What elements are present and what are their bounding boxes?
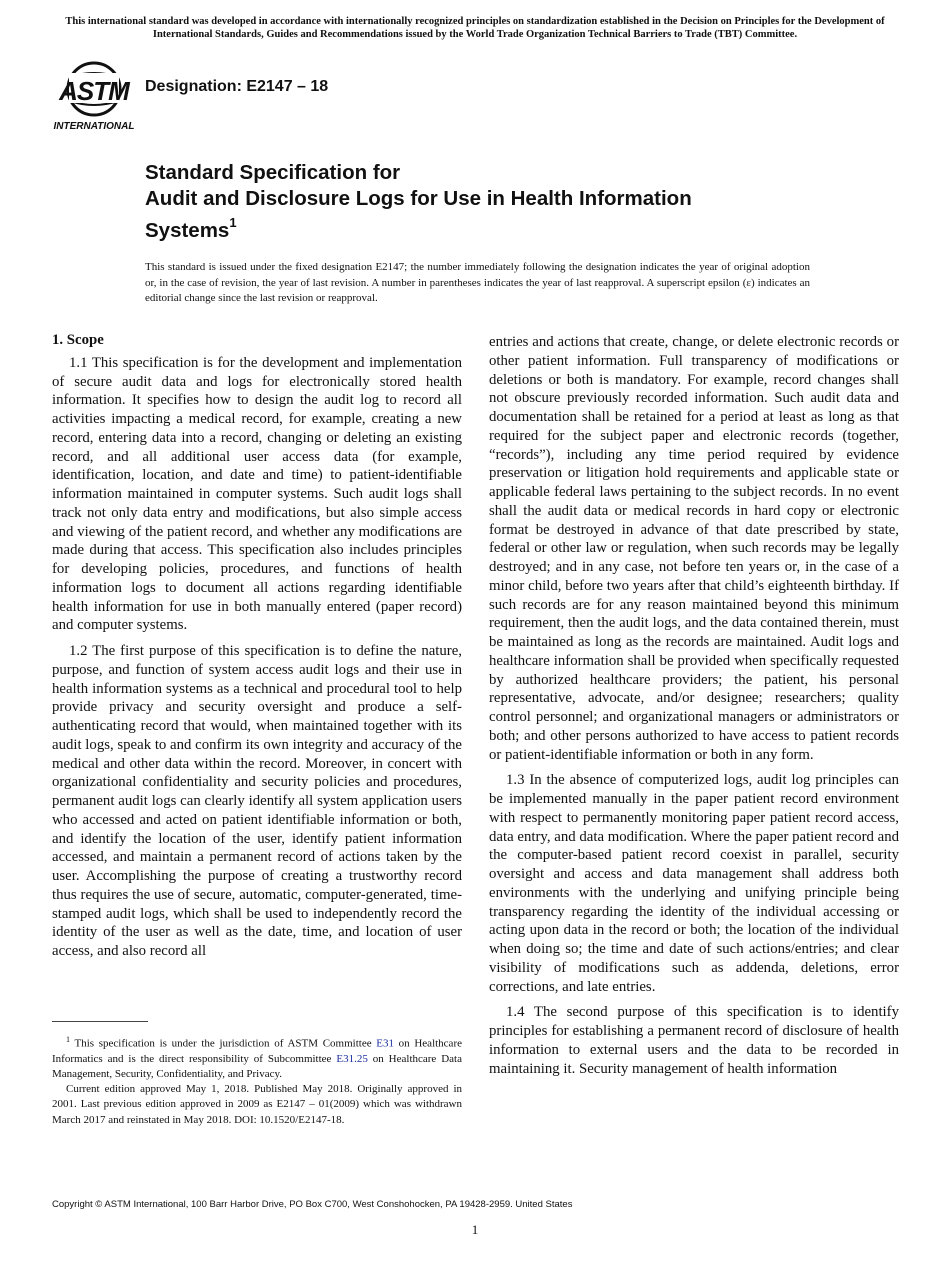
logo-wordmark: INTERNATIONAL <box>53 121 135 132</box>
title-line-1: Standard Specification for <box>145 161 401 184</box>
paragraph-1-2: 1.2 The first purpose of this specification is to define the nature, purpose, and function of system access audit logs and their use in health information systems as a technical and procedural tool to help provide privacy and security oversight and produce a self-authenticating record that would, when maintained together with its audit logs, speak to and confirm its own integrity and accuracy of the medical and other data within the record. Moreover, in concert with organizational confidentiality and security policies and procedures, permanent audit logs can clearly identify all system application users who accessed and acted on patient identifiable information or both, and identify the location of the user, identify patient information accessed, and maintain a permanent record of actions taken by the user. Accomplishing the purpose of creating a trustworthy record thus requires the use of secure, automatic, computer-generated, time-stamped audit logs, which shall be used to independently record the identity of the user as well as the date, time, and location of user access, and also record all <box>52 643 462 959</box>
document-title <box>145 160 865 244</box>
wto-notice: This international standard was developed in accordance with internationally recognized principles on standardization established in the Decision on Principles for the Development of International Standards, Guides and Recommendations issued by the World Trade Organization Technical Barriers to Trade (TBT) Committee. <box>65 16 885 40</box>
page-number: 1 <box>471 1222 479 1237</box>
title-line-3-text: Systems <box>145 218 230 242</box>
paragraph-1-3: 1.3 In the absence of computerized logs, audit log principles can be implemented manually in the paper patient record environment with respect to permanently monitoring paper patient record access, data entry, and data modification. Where the paper patient record and the computer-based patient record coexist in parallel, security oversight and access and data management shall address both environments with the underlying and unifying principle being transparency regarding the identity of the individual accessing or acting upon data in the record or both; the location of the individual when doing so; the time and date of such actions/entries; and clear visibility of modifications such as addenda, deletions, error corrections, and late entries. <box>489 772 899 995</box>
footnote-mark: 1 <box>66 1035 70 1044</box>
title-line-3 <box>145 212 865 244</box>
paragraph-1-2-continued: entries and actions that create, change, or delete electronic records or other patient information. Full transparency of modifications or deletions or both is mandatory. For example, record changes shall not obscure previously recorded information. Such audit data and documentation shall be retained for a period at least as long as that required for the subject paper and electronic records (together, “records”), including any time period required by evidence preservation or litigation hold requirements and applicable state or applicable federal laws pertaining to the subject records. In no event shall the audit data or medical records in hard copy or electronic format be destroyed in advance of that date prescribed by state, federal or other law or regulation, when such records may be legally destroyed; and in any case, not before ten years or, in the case of a minor child, before two years after that child’s eighteenth birthday. If such records are for any reason maintained beyond this minimum requirement, then the audit logs, and the data contained therein, must be maintained as long as the records are maintained. Audit logs and healthcare information shall be provided when specifically requested by authorized healthcare providers; the patient, his personal representative, advocate, and/or designee; researchers; quality control personnel; and organizational managers or administrators or both; and other persons authorized to have access to patient records or patient-identifiable information or both in any form. <box>489 334 899 763</box>
section-heading-scope: 1. Scope <box>52 332 104 348</box>
astm-logo <box>52 55 136 133</box>
paragraph-1-1: 1.1 This specification is for the development and implementation of secure audit data and logs for electronically stored health information. It specifies how to design the audit log to record all activities impacting a medical record, for example, creating a new record, entering data into a record, changing or deleting an existing record, and all additional user access data (for example, identification, location, and date and time) to patient-identifiable information maintained in computer systems. Such audit logs shall track not only data entry and modifications, but also simple access and viewing of the patient record, and whether any modifications are made during that access. This specification also includes principles for developing policies, procedures, and functions of health information logs to document all actions regarding identifiable health information for use in both manually entered (paper record) and computer systems. <box>52 354 462 634</box>
subcommittee-e31-25-link[interactable]: E31.25 <box>336 1052 368 1065</box>
title-line-2: Audit and Disclosure Logs for Use in Health Information <box>145 187 692 210</box>
designation: Designation: E2147 – 18 <box>145 78 329 95</box>
footnote-edition: Current edition approved May 1, 2018. Published May 2018. Originally approved in 2001. Last previous edition approved in 2009 as E2147 – 01(2009) which was withdrawn March 2017 and reinstated in May 2018. DOI: 10.1520/E2147-18. <box>52 1083 462 1126</box>
title-footnote-mark: 1 <box>229 215 237 230</box>
footnote-1-text-b: on Healthcare Informatics and is the direct responsibility of Subcommittee <box>52 1037 462 1065</box>
left-column <box>52 331 462 968</box>
footnote-1 <box>52 1032 462 1082</box>
footnote-1-text-c: on Healthcare Data Management, Security, Confidentiality, and Privacy. <box>52 1052 462 1081</box>
issue-note: This standard is issued under the fixed designation E2147; the number immediately following the designation indicates the year of original adoption or, in the case of revision, the year of last revision. A number in parentheses indicates the year of last reapproval. A superscript epsilon (ε) indicates an editorial change since the last revision or reapproval. <box>145 261 810 304</box>
right-column <box>489 333 899 1085</box>
footnote-1-text-a: This specification is under the jurisdiction of ASTM Committee <box>74 1037 377 1050</box>
committee-e31-link[interactable]: E31 <box>376 1037 394 1050</box>
paragraph-1-4: 1.4 The second purpose of this specification is to identify principles for establishing a permanent record of disclosure of health information to external users and the data to be recorded in maintaining it. Security management of health information <box>489 1004 899 1077</box>
footnotes <box>52 1032 462 1128</box>
footnote-divider <box>52 1021 148 1022</box>
astm-globe-icon <box>58 63 131 115</box>
copyright-line: Copyright © ASTM International, 100 Barr Harbor Drive, PO Box C700, West Conshohocken, PA 19428-2959. United States <box>52 1199 573 1210</box>
svg-text:ASTM: ASTM <box>59 76 129 106</box>
